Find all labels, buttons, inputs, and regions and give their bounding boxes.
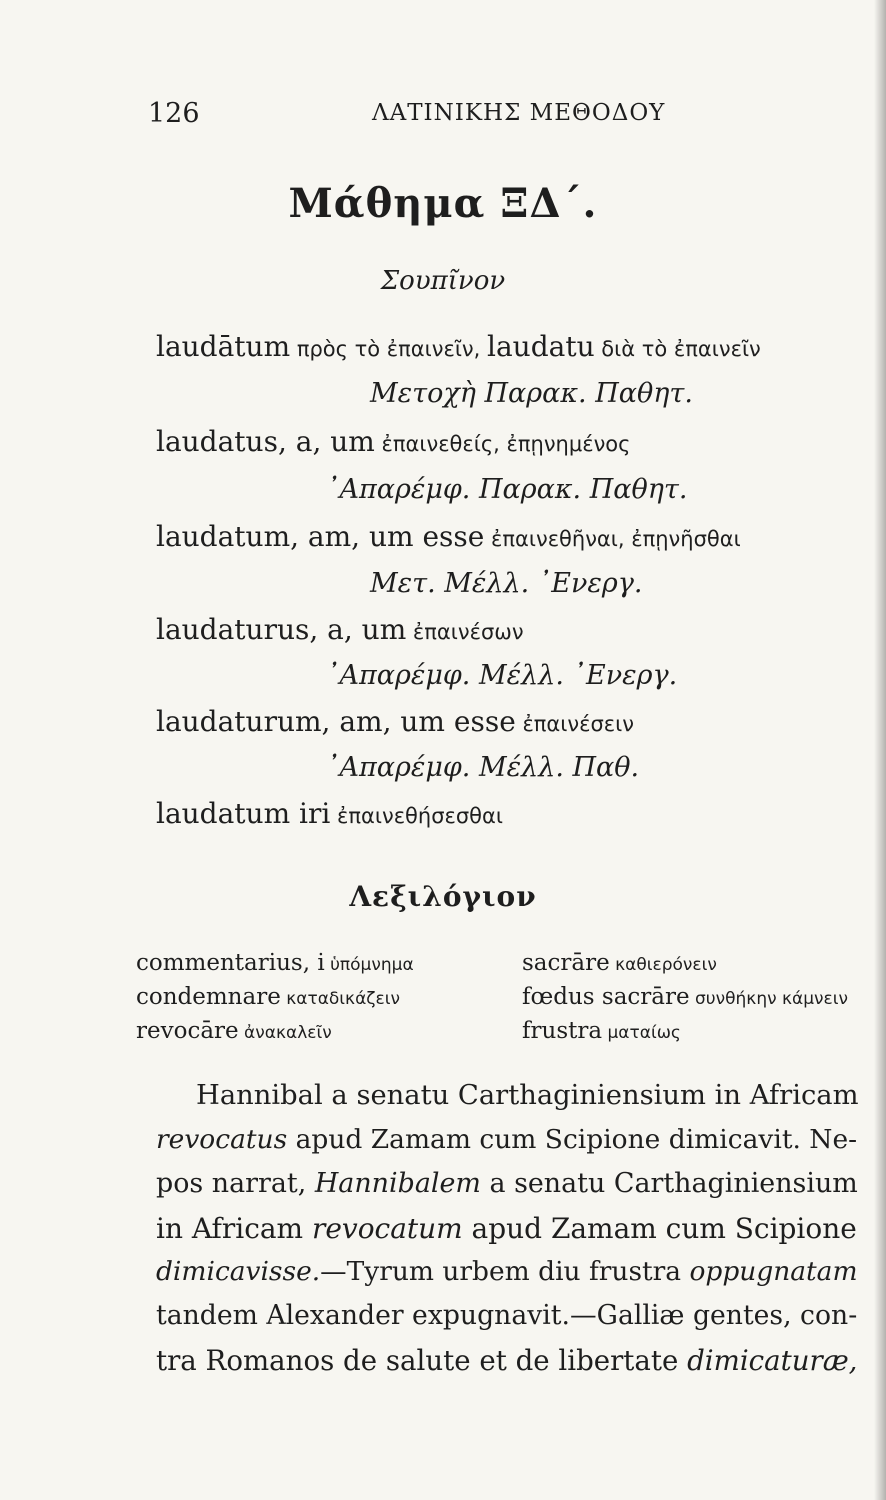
latin-term: laudatu — [487, 330, 595, 363]
greek-gloss: πρὸς τὸ ἐπαινεῖν, — [290, 337, 488, 361]
text-run: apud Zamam cum Scipione — [462, 1212, 857, 1245]
greek-gloss: ἐπαινεθείς, ἐπῃνημένος — [374, 432, 631, 456]
vocab-item — [136, 984, 400, 1010]
form-label: Μετοχὴ Παρακ. Παθητ. — [370, 378, 693, 409]
paragraph-line — [156, 1168, 858, 1199]
vocab-item — [522, 950, 717, 976]
latin-term: laudaturum, am, um esse — [156, 705, 516, 738]
italic-term: Hannibalem — [314, 1168, 481, 1199]
greek-gloss: ἐπαινεθήσεσθαι — [330, 804, 503, 828]
greek-gloss: ματαίως — [602, 1023, 681, 1043]
form-label: Μετ. Μέλλ. ᾿Ενεργ. — [370, 568, 643, 599]
vocabulary-title: Λεξιλόγιον — [349, 880, 537, 913]
passive-future-infinitive-line — [156, 797, 503, 830]
latin-term: sacrāre — [522, 950, 610, 976]
greek-gloss: διὰ τὸ ἐπαινεῖν — [594, 337, 761, 361]
running-head: ΛΑΤΙΝΙΚΗΣ ΜΕΘΟΔΟΥ — [372, 100, 666, 126]
latin-term: laudaturus, a, um — [156, 613, 407, 646]
greek-gloss: ἐπαινέσων — [406, 620, 524, 644]
vocab-item — [522, 1018, 681, 1044]
paragraph-line — [156, 1124, 857, 1155]
supine-line — [156, 330, 761, 363]
future-infinitive-line — [156, 705, 634, 738]
form-label: ᾿Απαρέμφ. Παρακ. Παθητ. — [326, 474, 688, 505]
text-run: —Tyrum urbem diu frustra — [320, 1256, 690, 1287]
greek-gloss: καταδικάζειν — [280, 989, 400, 1009]
vocab-item — [522, 984, 848, 1010]
form-label: ᾿Απαρέμφ. Μέλλ. ᾿Ενεργ. — [326, 660, 678, 691]
lesson-title: Μάθημα ΞΔ΄. — [288, 180, 598, 227]
latin-term: fœdus sacrāre — [522, 984, 690, 1010]
participle-line — [156, 425, 630, 458]
latin-term: laudātum — [156, 330, 291, 363]
page-header — [148, 98, 826, 132]
text-run: tra Romanos de salute et de libertate — [156, 1344, 688, 1377]
greek-gloss: συνθήκην κάμνειν — [689, 989, 848, 1009]
paragraph-line: Hannibal a senatu Carthaginiensium in Africam — [196, 1080, 859, 1111]
page-number: 126 — [148, 98, 200, 129]
paragraph-line — [156, 1256, 858, 1287]
paragraph-line — [156, 1212, 857, 1245]
text-run: pos narrat, — [156, 1168, 315, 1199]
latin-term: revocāre — [136, 1018, 239, 1044]
greek-gloss: ἐπαινεθῆναι, ἐπῃνῆσθαι — [484, 527, 741, 551]
greek-gloss: ἀνακαλεῖν — [238, 1023, 332, 1043]
italic-term: dimicavisse. — [156, 1256, 321, 1287]
italic-term: revocatus — [156, 1124, 288, 1155]
vocab-item — [136, 1018, 332, 1044]
latin-term: frustra — [522, 1018, 603, 1044]
form-label: ᾿Απαρέμφ. Μέλλ. Παθ. — [326, 752, 640, 783]
vocab-item — [136, 950, 414, 976]
latin-term: condemnare — [136, 984, 281, 1010]
greek-gloss: ὑπόμνημα — [324, 955, 414, 975]
latin-term: laudatus, a, um — [156, 425, 375, 458]
text-run: in Africam — [156, 1212, 312, 1245]
lesson-subtitle: Σουπῖνον — [380, 266, 506, 296]
latin-term: laudatum iri — [156, 797, 331, 830]
paragraph-line — [156, 1344, 857, 1377]
text-run: apud Zamam cum Scipione dimicavit. Ne- — [287, 1124, 858, 1155]
infinitive-line — [156, 520, 741, 553]
latin-term: laudatum, am, um esse — [156, 520, 485, 553]
italic-term: oppugnatam — [689, 1256, 858, 1287]
text-run: a senatu Carthaginiensium — [480, 1168, 858, 1199]
greek-gloss: ἐπαινέσειν — [515, 712, 634, 736]
paragraph-line: tandem Alexander expugnavit.—Galliæ gentes, con- — [156, 1300, 858, 1331]
latin-term: commentarius, i — [136, 950, 325, 976]
italic-term: revocatum — [311, 1212, 463, 1245]
italic-term: dimicaturæ, — [687, 1344, 858, 1377]
greek-gloss: καθιερόνειν — [609, 955, 717, 975]
future-participle-line — [156, 613, 524, 646]
